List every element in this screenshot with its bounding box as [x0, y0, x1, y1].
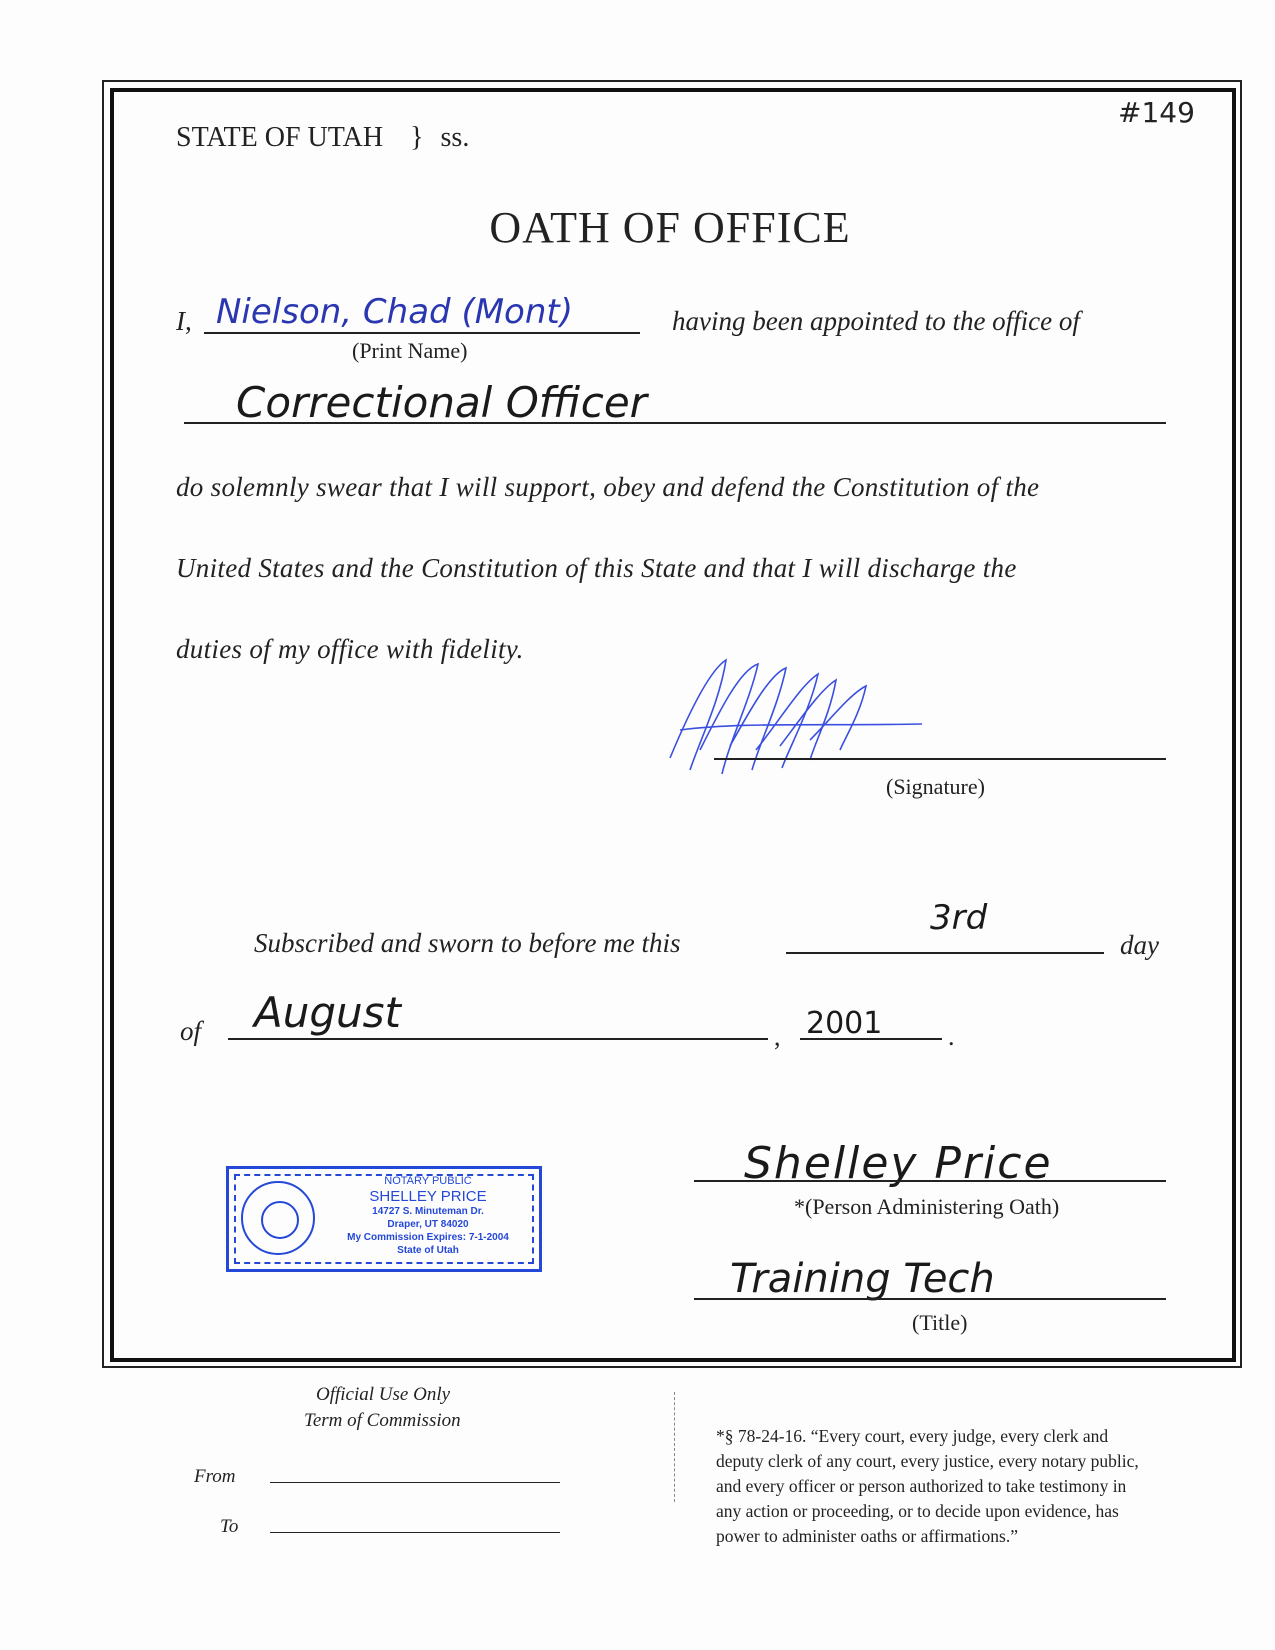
- month-comma: ,: [774, 1022, 781, 1051]
- stamp-text: [325, 1175, 531, 1257]
- stamp-line-6: State of Utah: [397, 1245, 459, 1256]
- administrator-line: [694, 1180, 1166, 1182]
- stamp-line-4: Draper, UT 84020: [387, 1219, 469, 1230]
- month-line: [228, 1038, 768, 1040]
- footnote-line-4: any action or proceeding, or to decide upon evidence, has: [716, 1501, 1119, 1521]
- office-value: Correctional Officer: [236, 378, 647, 427]
- appointee-signature: [660, 650, 940, 790]
- utah-state-seal-icon: [241, 1181, 315, 1255]
- day-label: day: [1120, 930, 1159, 960]
- from-label: From: [194, 1466, 236, 1487]
- administrator-caption: *(Person Administering Oath): [794, 1194, 1060, 1219]
- oath-line-1: do solemnly swear that I will support, obey and defend the Constitution of the: [176, 472, 1040, 502]
- to-line: [270, 1532, 560, 1533]
- state-ss: ss.: [440, 122, 470, 153]
- day-line: [786, 952, 1104, 954]
- title-value: Training Tech: [730, 1256, 995, 1302]
- official-use-heading: Official Use Only: [316, 1384, 451, 1405]
- appointee-name: Nielson, Chad (Mont): [216, 292, 573, 332]
- notary-stamp: [226, 1166, 542, 1272]
- footnote-line-3: and every officer or person authorized to take testimony in: [716, 1476, 1127, 1496]
- year-value: 2001: [806, 1006, 883, 1041]
- title-caption: (Title): [912, 1310, 968, 1335]
- stamp-line-1: NOTARY PUBLIC: [384, 1175, 472, 1187]
- year-line: [800, 1038, 942, 1040]
- footnote-line-1: *§ 78-24-16. “Every court, every judge, every clerk and: [716, 1426, 1109, 1446]
- document-number: #149: [1118, 96, 1195, 129]
- signature-line: [714, 758, 1166, 760]
- subscribed-text: Subscribed and sworn to before me this: [254, 928, 681, 958]
- term-of-commission-heading: Term of Commission: [304, 1410, 461, 1431]
- stamp-line-5: My Commission Expires: 7-1-2004: [347, 1232, 509, 1243]
- signature-caption: (Signature): [886, 774, 985, 799]
- footnote-line-2: deputy clerk of any court, every justice, every notary public,: [716, 1451, 1139, 1471]
- footnote-line-5: power to administer oaths or affirmations.”: [716, 1526, 1018, 1546]
- from-line: [270, 1482, 560, 1483]
- year-period: .: [948, 1022, 955, 1051]
- stamp-line-3: 14727 S. Minuteman Dr.: [372, 1206, 484, 1217]
- to-label: To: [220, 1516, 239, 1537]
- of-label: of: [180, 1016, 202, 1046]
- administrator-signature: Shelley Price: [744, 1138, 1053, 1189]
- appointment-prefix: I,: [176, 306, 192, 336]
- statute-footnote: [716, 1424, 1139, 1549]
- oath-line-3: duties of my office with fidelity.: [176, 634, 524, 664]
- day-value: 3rd: [930, 898, 988, 938]
- name-caption: (Print Name): [352, 338, 468, 363]
- state-line: [176, 122, 469, 154]
- section-divider: [674, 1392, 675, 1502]
- name-line: [204, 332, 640, 334]
- state-name: STATE OF UTAH: [176, 122, 384, 153]
- office-line: [184, 422, 1166, 424]
- month-value: August: [254, 988, 401, 1037]
- appointment-suffix: having been appointed to the office of: [672, 306, 1080, 336]
- state-brace: }: [410, 122, 424, 153]
- page-title: OATH OF OFFICE: [489, 203, 851, 252]
- oath-line-2: United States and the Constitution of this State and that I will discharge the: [176, 553, 1017, 583]
- stamp-line-2: SHELLEY PRICE: [369, 1188, 487, 1205]
- title-line: [694, 1298, 1166, 1300]
